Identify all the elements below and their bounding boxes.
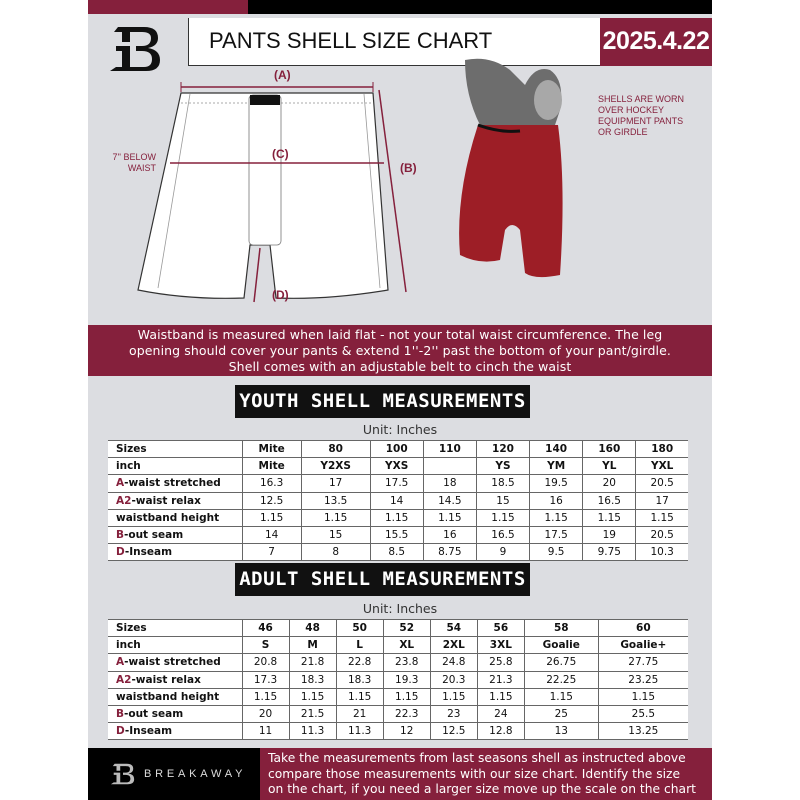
footer-line: Take the measurements from last seasons shell as instructed above — [268, 751, 686, 765]
table-cell: 24.8 — [430, 654, 477, 671]
measurement-key: A — [116, 477, 125, 490]
footer-line: on the chart, if you need a larger size move up the scale on the chart — [268, 782, 696, 796]
table-cell: 17.3 — [242, 671, 289, 688]
table-cell: 17.5 — [530, 526, 583, 543]
row-label-text: -waist relax — [131, 494, 201, 507]
table-cell: 22.3 — [383, 705, 430, 722]
table-cell: 46 — [242, 620, 289, 637]
table-cell: 21.3 — [477, 671, 524, 688]
banner-line: opening should cover your pants & extend 1''-2'' past the bottom of your pant/girdle. — [128, 343, 671, 358]
table-cell: 160 — [583, 441, 636, 458]
table-cell: 20.3 — [430, 671, 477, 688]
row-label — [108, 458, 242, 475]
table-cell: 14 — [370, 492, 423, 509]
table-cell: 54 — [430, 620, 477, 637]
table-cell: 52 — [383, 620, 430, 637]
table-cell: 58 — [524, 620, 598, 637]
youth-unit-label: Unit: Inches — [362, 422, 438, 437]
row-label-text: -Inseam — [124, 725, 173, 738]
table-cell: 1.15 — [289, 688, 336, 705]
photo-note — [598, 94, 708, 138]
table-cell: Goalie+ — [598, 637, 688, 654]
photo-note-line: OVER HOCKEY — [598, 105, 665, 115]
table-row — [108, 475, 688, 492]
footer-instructions — [260, 748, 712, 800]
table-row — [108, 620, 688, 637]
c-note-line: WAIST — [127, 163, 156, 173]
table-row — [108, 544, 688, 561]
row-label — [108, 526, 242, 543]
table-row — [108, 458, 688, 475]
row-label — [108, 671, 242, 688]
table-row — [108, 688, 688, 705]
table-cell: 3XL — [477, 637, 524, 654]
table-cell: 27.75 — [598, 654, 688, 671]
table-row — [108, 671, 688, 688]
youth-size-table — [108, 440, 688, 561]
banner-line: Waistband is measured when laid flat - not your total waist circumference. The leg — [137, 327, 663, 342]
table-cell: 2XL — [430, 637, 477, 654]
row-label-text: inch — [116, 460, 141, 473]
row-label-text: -waist relax — [131, 673, 201, 686]
table-cell: Goalie — [524, 637, 598, 654]
table-cell: 19 — [583, 526, 636, 543]
table-cell: 8.75 — [423, 544, 476, 561]
label-c: (C) — [272, 147, 289, 161]
row-label-text: -waist stretched — [124, 477, 221, 490]
measurement-key: B — [116, 708, 125, 721]
top-bar-dark — [248, 0, 712, 14]
table-cell: 19.5 — [530, 475, 583, 492]
table-cell: 110 — [423, 441, 476, 458]
row-label-text: -Inseam — [124, 546, 173, 559]
measurement-key: A — [116, 656, 125, 669]
table-cell: 20.5 — [636, 526, 688, 543]
table-cell: 15 — [301, 526, 370, 543]
table-cell: 23.25 — [598, 671, 688, 688]
table-cell: 48 — [289, 620, 336, 637]
table-cell: 11.3 — [289, 723, 336, 740]
row-label — [108, 620, 242, 637]
row-label — [108, 544, 242, 561]
row-label — [108, 492, 242, 509]
table-cell: 18.5 — [476, 475, 529, 492]
measurement-key: A2 — [116, 494, 132, 507]
table-cell: 140 — [530, 441, 583, 458]
table-cell: 19.3 — [383, 671, 430, 688]
row-label-text: Sizes — [116, 443, 147, 456]
table-cell: 8 — [301, 544, 370, 561]
row-label-text: -waist stretched — [124, 656, 221, 669]
table-row — [108, 654, 688, 671]
table-cell: 9 — [476, 544, 529, 561]
brand-name: BREAKAWAY — [144, 768, 247, 780]
row-label — [108, 441, 242, 458]
table-cell: 1.15 — [383, 688, 430, 705]
table-cell: YL — [583, 458, 636, 475]
adult-section-title: ADULT SHELL MEASUREMENTS — [235, 563, 530, 596]
table-cell: 25.8 — [477, 654, 524, 671]
table-cell: 14 — [242, 526, 301, 543]
measurement-key: A2 — [116, 673, 132, 686]
footer-line: compare those measurements with our size chart. Identify the size — [268, 766, 681, 781]
table-cell: 13.25 — [598, 723, 688, 740]
table-cell: 12.5 — [242, 492, 301, 509]
row-label-text: Sizes — [116, 622, 147, 635]
shell-photo — [440, 55, 590, 280]
table-cell: YXS — [370, 458, 423, 475]
table-cell: Mite — [242, 441, 301, 458]
measurement-key: D — [116, 546, 125, 559]
photo-note-line: SHELLS ARE WORN — [598, 94, 685, 104]
banner-line: Shell comes with an adjustable belt to cinch the waist — [228, 359, 572, 374]
row-label-text: -out seam — [124, 529, 184, 542]
table-cell: 12 — [383, 723, 430, 740]
table-cell: 50 — [336, 620, 383, 637]
table-cell: 21.5 — [289, 705, 336, 722]
table-cell: 80 — [301, 441, 370, 458]
table-cell: 1.15 — [336, 688, 383, 705]
table-cell: 15 — [476, 492, 529, 509]
table-cell: 100 — [370, 441, 423, 458]
footer-logo-icon — [110, 762, 136, 786]
table-cell: 13 — [524, 723, 598, 740]
table-row — [108, 705, 688, 722]
table-row — [108, 509, 688, 526]
table-cell: 1.15 — [524, 688, 598, 705]
table-cell: 21.8 — [289, 654, 336, 671]
row-label — [108, 654, 242, 671]
table-cell: 1.15 — [430, 688, 477, 705]
adult-size-table — [108, 619, 688, 740]
row-label-text: -out seam — [124, 708, 184, 721]
row-label-text: waistband height — [116, 690, 220, 703]
page-title: PANTS SHELL SIZE CHART — [188, 18, 600, 66]
table-row — [108, 492, 688, 509]
row-label — [108, 705, 242, 722]
row-label — [108, 475, 242, 492]
table-cell: 18.3 — [336, 671, 383, 688]
table-cell: 1.15 — [242, 688, 289, 705]
table-cell: 7 — [242, 544, 301, 561]
table-cell: 26.75 — [524, 654, 598, 671]
table-cell: 16.5 — [476, 526, 529, 543]
table-cell: 22.8 — [336, 654, 383, 671]
table-cell: 1.15 — [242, 509, 301, 526]
table-row — [108, 723, 688, 740]
size-chart-page — [88, 0, 712, 800]
table-row — [108, 637, 688, 654]
photo-note-line: OR GIRDLE — [598, 127, 648, 137]
table-cell: 16.3 — [242, 475, 301, 492]
table-cell: 23 — [430, 705, 477, 722]
table-cell: 17 — [301, 475, 370, 492]
table-cell: 16 — [423, 526, 476, 543]
table-cell: 23.8 — [383, 654, 430, 671]
measurement-instructions-banner — [88, 325, 712, 376]
table-cell: 8.5 — [370, 544, 423, 561]
table-cell: S — [242, 637, 289, 654]
table-cell: 13.5 — [301, 492, 370, 509]
table-cell: L — [336, 637, 383, 654]
table-cell: 25.5 — [598, 705, 688, 722]
table-cell: 1.15 — [583, 509, 636, 526]
table-cell: 18.3 — [289, 671, 336, 688]
table-cell: YXL — [636, 458, 688, 475]
c-note — [112, 152, 156, 174]
table-cell: 1.15 — [636, 509, 688, 526]
table-cell: 1.15 — [476, 509, 529, 526]
table-cell: 18 — [423, 475, 476, 492]
measurement-key: B — [116, 529, 125, 542]
table-cell: 11.3 — [336, 723, 383, 740]
table-cell: M — [289, 637, 336, 654]
date-badge: 2025.4.22 — [600, 18, 712, 66]
table-cell: YM — [530, 458, 583, 475]
row-label — [108, 723, 242, 740]
measurement-key: D — [116, 725, 125, 738]
table-cell: 20 — [242, 705, 289, 722]
table-cell: 1.15 — [301, 509, 370, 526]
table-cell: 16 — [530, 492, 583, 509]
table-cell: 1.15 — [423, 509, 476, 526]
table-cell: 14.5 — [423, 492, 476, 509]
table-row — [108, 441, 688, 458]
table-cell: 10.3 — [636, 544, 688, 561]
table-cell: 1.15 — [477, 688, 524, 705]
table-cell: 17.5 — [370, 475, 423, 492]
table-cell: 20.5 — [636, 475, 688, 492]
table-cell: 24 — [477, 705, 524, 722]
table-cell: 20.8 — [242, 654, 289, 671]
table-cell: 11 — [242, 723, 289, 740]
row-label — [108, 509, 242, 526]
table-cell: XL — [383, 637, 430, 654]
photo-note-line: EQUIPMENT PANTS — [598, 116, 684, 126]
table-cell: 25 — [524, 705, 598, 722]
table-cell: YS — [476, 458, 529, 475]
table-cell: 16.5 — [583, 492, 636, 509]
table-cell: 12.5 — [430, 723, 477, 740]
row-label — [108, 637, 242, 654]
label-a: (A) — [274, 68, 291, 82]
table-cell: 1.15 — [598, 688, 688, 705]
table-cell: 60 — [598, 620, 688, 637]
table-cell: 17 — [636, 492, 688, 509]
table-cell: 22.25 — [524, 671, 598, 688]
table-cell: 56 — [477, 620, 524, 637]
table-cell: 20 — [583, 475, 636, 492]
c-note-line: 7'' BELOW — [112, 152, 156, 162]
adult-unit-label: Unit: Inches — [362, 601, 438, 616]
table-cell: 120 — [476, 441, 529, 458]
table-cell: 21 — [336, 705, 383, 722]
youth-section-title: YOUTH SHELL MEASUREMENTS — [235, 385, 530, 418]
top-bar-accent — [88, 0, 248, 14]
table-cell: 1.15 — [370, 509, 423, 526]
table-cell: 15.5 — [370, 526, 423, 543]
table-cell: 9.5 — [530, 544, 583, 561]
table-cell: Mite — [242, 458, 301, 475]
table-cell: 1.15 — [530, 509, 583, 526]
row-label — [108, 688, 242, 705]
table-cell: 180 — [636, 441, 688, 458]
table-cell: 9.75 — [583, 544, 636, 561]
row-label-text: inch — [116, 639, 141, 652]
table-cell — [423, 458, 476, 475]
shell-measurement-diagram — [88, 60, 448, 320]
label-b: (B) — [400, 161, 417, 175]
table-cell: Y2XS — [301, 458, 370, 475]
table-cell: 12.8 — [477, 723, 524, 740]
row-label-text: waistband height — [116, 511, 220, 524]
label-d: (D) — [272, 288, 289, 302]
table-row — [108, 526, 688, 543]
